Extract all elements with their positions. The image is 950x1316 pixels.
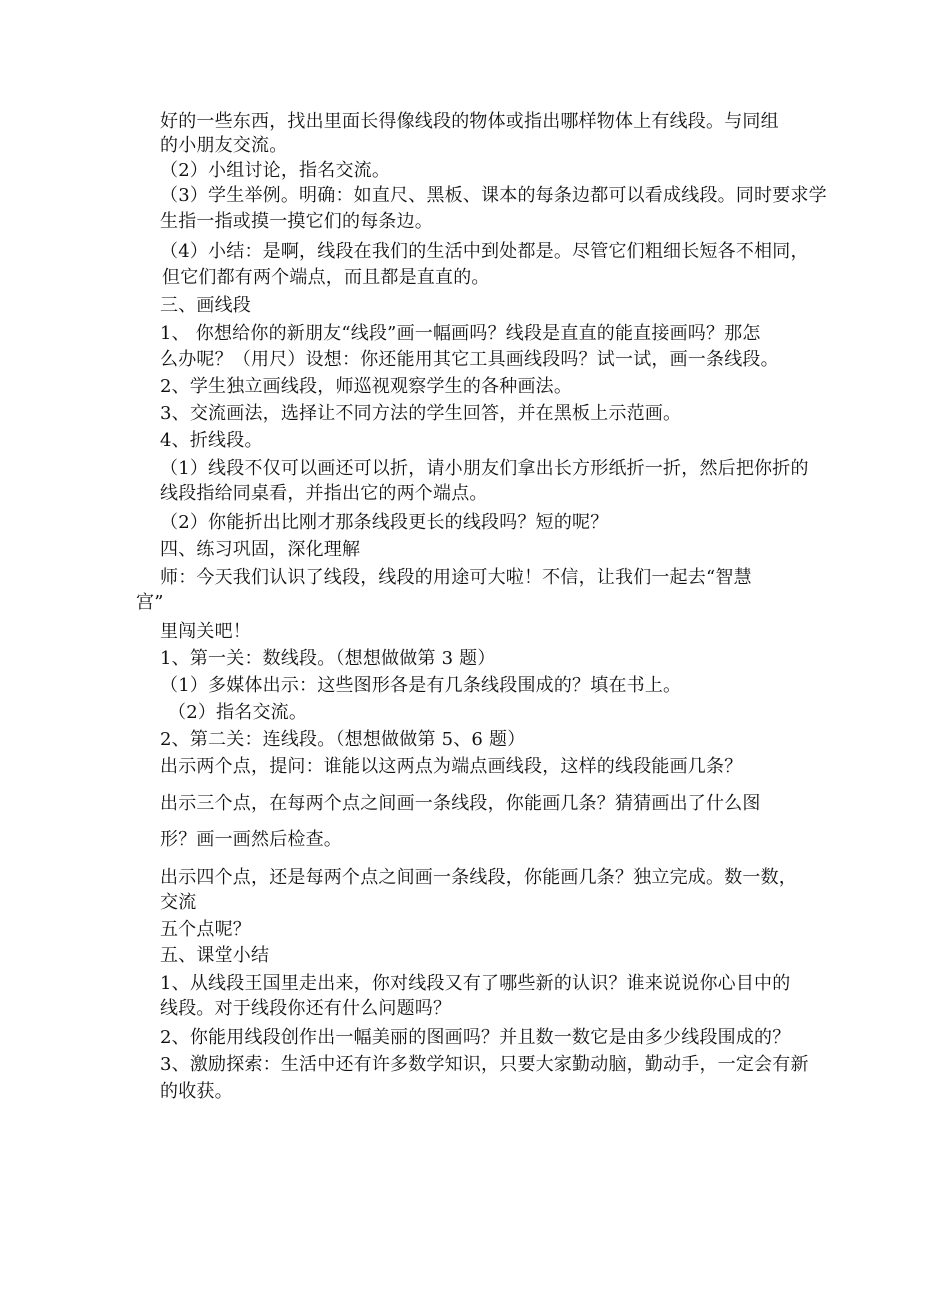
text-line: 宫” [136, 592, 164, 613]
text-line: 的小朋友交流。 [160, 135, 288, 156]
text-line: （2）指名交流。 [168, 702, 308, 723]
text-line: 线段指给同桌看，并指出它的两个端点。 [160, 483, 488, 504]
text-line: 形？画一画然后检查。 [160, 829, 342, 850]
text-line: 1、 你想给你的新朋友“线段”画一幅画吗？线段是直直的能直接画吗？那怎 [160, 323, 761, 344]
text-line: 线段。对于线段你还有什么问题吗？ [160, 998, 452, 1019]
text-line: （3）学生举例。明确：如直尺、黑板、课本的每条边都可以看成线段。同时要求学 [160, 185, 827, 206]
text-line: 3、交流画法，选择让不同方法的学生回答，并在黑板上示范画。 [160, 403, 682, 424]
text-line: 1、从线段王国里走出来，你对线段又有了哪些新的认识？谁来说说你心目中的 [160, 973, 791, 994]
text-line: 五个点呢？ [160, 919, 251, 940]
text-line: 出示三个点，在每两个点之间画一条线段，你能画几条？猜猜画出了什么图 [160, 793, 761, 814]
text-line: 么办呢？（用尺）设想：你还能用其它工具画线段吗？试一试，画一条线段。 [160, 349, 779, 370]
text-line: （1）线段不仅可以画还可以折，请小朋友们拿出长方形纸折一折，然后把你折的 [160, 458, 809, 479]
text-line: 交流 [160, 892, 197, 913]
text-line: （4）小结：是啊，线段在我们的生活中到处都是。尽管它们粗细长短各不相同， [160, 241, 809, 262]
text-line: 2、你能用线段创作出一幅美丽的图画吗？并且数一数它是由多少线段围成的？ [160, 1027, 791, 1048]
text-line: 1、第一关：数线段。（想想做做第 3 题） [160, 648, 496, 669]
text-line: 出示两个点，提问：谁能以这两点为端点画线段，这样的线段能画几条？ [160, 756, 743, 777]
section-heading: 四、练习巩固，深化理解 [160, 539, 361, 560]
text-line: 里闯关吧！ [160, 621, 251, 642]
text-line: 出示四个点，还是每两个点之间画一条线段，你能画几条？独立完成。数一数， [160, 867, 797, 888]
text-line: 3、激励探索：生活中还有许多数学知识，只要大家勤动脑，勤动手，一定会有新 [160, 1054, 809, 1075]
section-heading: 三、画线段 [160, 295, 251, 316]
text-line: 师：今天我们认识了线段，线段的用途可大啦！不信，让我们一起去“智慧 [160, 567, 752, 588]
text-line: 生指一指或摸一摸它们的每条边。 [160, 211, 433, 232]
text-line: 的收获。 [160, 1081, 233, 1102]
text-line: （2）你能折出比刚才那条线段更长的线段吗？短的呢？ [160, 512, 609, 533]
text-line: 好的一些东西，找出里面长得像线段的物体或指出哪样物体上有线段。与同组 [160, 111, 779, 132]
text-line: 2、学生独立画线段，师巡视观察学生的各种画法。 [160, 376, 573, 397]
section-heading: 五、课堂小结 [160, 945, 270, 966]
text-line: （1）多媒体出示：这些图形各是有几条线段围成的？填在书上。 [160, 675, 682, 696]
text-line: 2、第二关：连线段。（想想做做第 5、6 题） [160, 729, 526, 750]
text-line: （2）小组讨论，指名交流。 [160, 160, 391, 181]
text-line: 但它们都有两个端点，而且都是直直的。 [162, 267, 490, 288]
text-line: 4、折线段。 [160, 430, 263, 451]
